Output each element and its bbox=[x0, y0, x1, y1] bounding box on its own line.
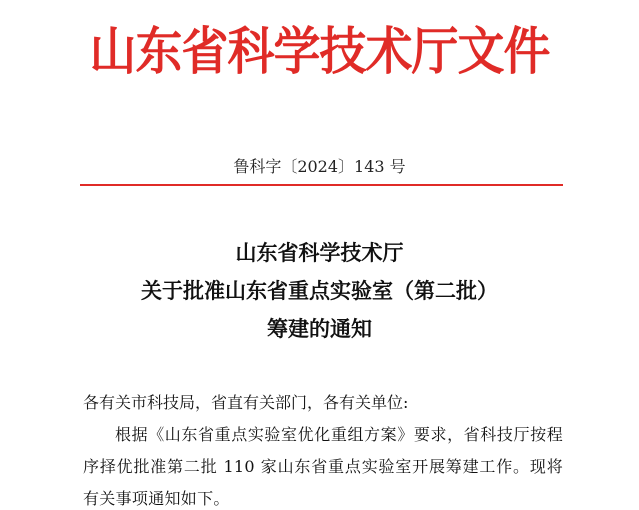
salutation: 各有关市科技局，省直有关部门，各有关单位: bbox=[83, 393, 409, 412]
red-divider-line bbox=[80, 184, 563, 186]
body-paragraph-1: 根据《山东省重点实验室优化重组方案》要求，省科技厅按程序择优批准第二批 110 家山东省重点实验室开展筹建工作。现将有关事项通知如下。 bbox=[83, 425, 563, 508]
issuer-masthead: 山东省科学技术厅文件 bbox=[89, 22, 550, 82]
document-number: 鲁科字〔2024〕143 号 bbox=[233, 157, 406, 176]
document-title bbox=[0, 234, 639, 348]
title-line-2: 关于批准山东省重点实验室（第二批） bbox=[141, 278, 498, 303]
title-line-3: 筹建的通知 bbox=[267, 316, 372, 341]
document-body bbox=[83, 387, 563, 510]
title-line-1: 山东省科学技术厅 bbox=[235, 240, 404, 265]
